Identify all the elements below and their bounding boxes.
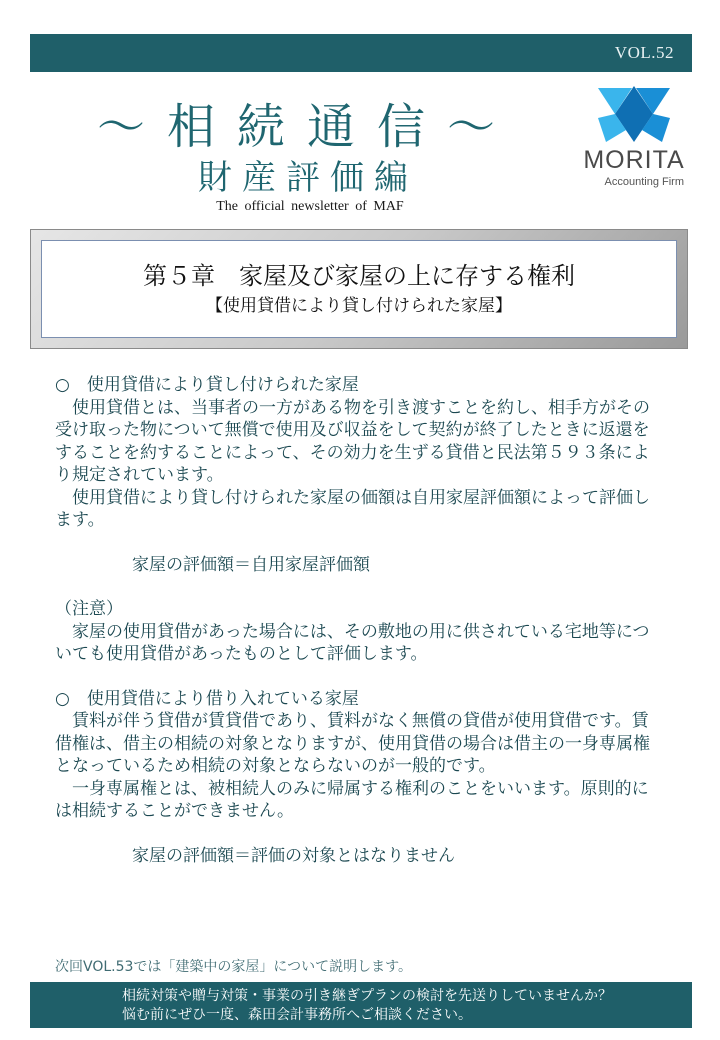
formula-1: 家屋の評価額＝自用家屋評価額 (132, 554, 370, 575)
morita-logo (578, 84, 690, 194)
newsletter-title: ～相続通信～ (96, 99, 517, 155)
chapter-box (30, 229, 688, 349)
section1-heading: ○ 使用貸借により貸し付けられた家屋 (55, 375, 359, 395)
chapter-subtitle: 【使用貸借により貸し付けられた家屋】 (206, 296, 512, 316)
chapter-box-inner (41, 240, 677, 338)
logo-name: MORITA (583, 146, 685, 174)
section1-paragraph2: 使用貸借により貸し付けられた家屋の価額は自用家屋評価額によって評価します。 (55, 487, 650, 530)
footer-bar (30, 982, 692, 1028)
article-body (55, 374, 665, 867)
footer-cta-line2: 悩む前にぜひ一度、森田会計事務所へご相談ください。 (122, 1007, 472, 1023)
footer-cta-line1: 相続対策や贈与対策・事業の引き継ぎプランの検討を先送りしていませんか？ (122, 988, 612, 1004)
section2-heading: ○ 使用貸借により借り入れている家屋 (55, 688, 359, 709)
volume-number: VOL.52 (614, 43, 674, 62)
section2-paragraph2: 一身専属権とは、被相続人のみに帰属する権利のことをいいます。原則的には相続することができません。 (55, 778, 649, 821)
newsletter-subtitle: 財産評価編 (198, 158, 418, 198)
note-text: 家屋の使用貸借があった場合には、その敷地の用に供されている宅地等についても使用貸借があったものとして評価します。 (55, 621, 650, 664)
chapter-title: 第５章 家屋及び家屋の上に存する権利 (143, 262, 575, 290)
formula-2: 家屋の評価額＝評価の対象とはなりません (132, 845, 455, 866)
next-issue-note: 次回VOL.53では「建築中の家屋」について説明します。 (55, 959, 413, 975)
morita-triangle-logo-icon (596, 84, 672, 144)
section1-paragraph1: 使用貸借とは、当事者の一方がある物を引き渡すことを約し、相手方がその受け取った物について無償で使用及び収益をして契約が終了したときに返還をすることを約することによって、その効力を生ずる貸借と民法第５９３条により規定されています。 (55, 397, 650, 485)
newsletter-tagline: The official newsletter of MAF (216, 199, 404, 214)
note-label: （注意） (55, 599, 123, 619)
section2-paragraph1: 賃料が伴う貸借が賃貸借であり、賃料がなく無償の貸借が使用貸借です。賃借権は、借主の相続の対象となりますが、使用貸借の場合は借主の一身専属権となっているため相続の対象とならないのが一般的です。 (55, 711, 650, 776)
logo-subname: Accounting Firm (604, 176, 684, 188)
header-bar (30, 34, 692, 72)
